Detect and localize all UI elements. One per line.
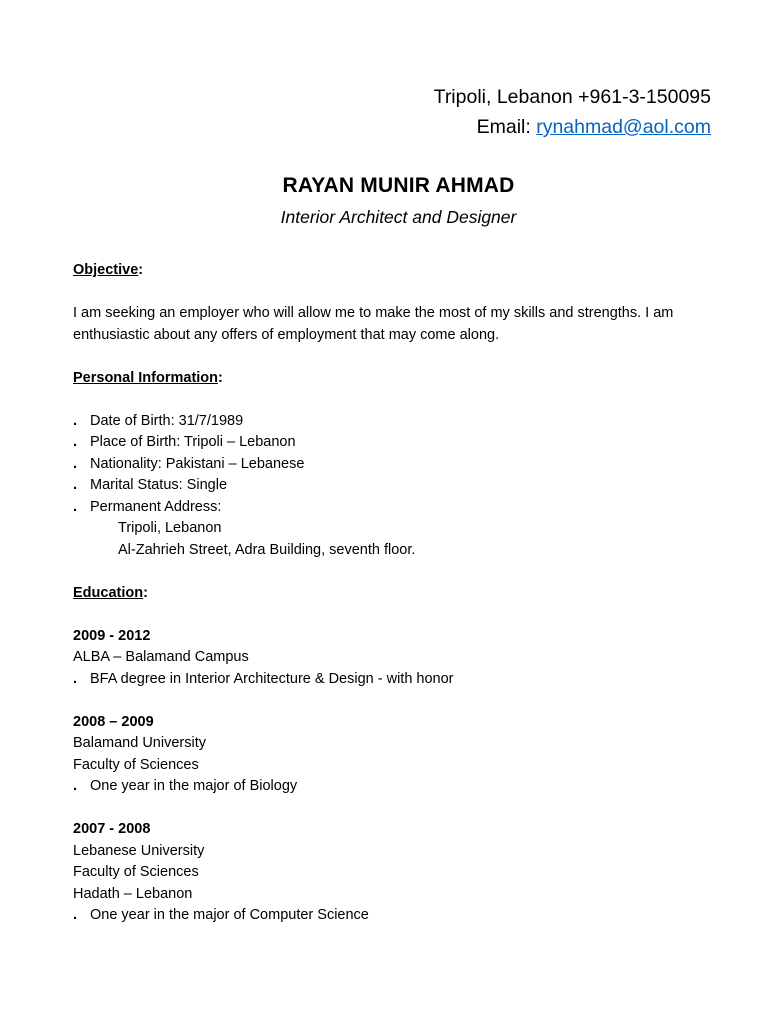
list-item: . Permanent Address: bbox=[73, 498, 222, 515]
institution-line: Faculty of Sciences bbox=[73, 864, 199, 880]
education-entry bbox=[73, 819, 723, 927]
address-line: Al-Zahrieh Street, Adra Building, seventh floor. bbox=[118, 541, 416, 558]
resume-body bbox=[73, 260, 723, 927]
institution-line: Faculty of Sciences bbox=[73, 756, 199, 773]
candidate-title: Interior Architect and Designer bbox=[280, 207, 517, 227]
address-line: Tripoli, Lebanon bbox=[118, 520, 222, 536]
education-years: 2008 – 2009 bbox=[73, 713, 154, 730]
education-entry bbox=[73, 626, 723, 691]
email-line bbox=[434, 112, 711, 142]
contact-block bbox=[434, 82, 711, 142]
email-link[interactable]: rynahmad@aol.com bbox=[536, 116, 711, 138]
email-label: Email: bbox=[476, 116, 537, 138]
objective-text: I am seeking an employer who will allow me to make the most of my skills and strengths. I am enthusiastic about any offers of employment that may come along. bbox=[73, 305, 674, 343]
list-item: . Nationality: Pakistani – Lebanese bbox=[73, 455, 305, 472]
education-heading: Education: bbox=[73, 584, 148, 601]
location-phone: Tripoli, Lebanon +961-3-150095 bbox=[433, 86, 711, 108]
list-item: . One year in the major of Computer Science bbox=[73, 907, 369, 923]
list-item: . Date of Birth: 31/7/1989 bbox=[73, 412, 244, 429]
institution-line: Hadath – Lebanon bbox=[73, 885, 193, 902]
candidate-name: RAYAN MUNIR AHMAD bbox=[282, 174, 515, 197]
personal-info-list bbox=[73, 411, 723, 519]
education-entry bbox=[73, 712, 723, 798]
institution-line: Lebanese University bbox=[73, 842, 205, 859]
institution-line: Balamand University bbox=[73, 735, 206, 751]
institution-line: ALBA – Balamand Campus bbox=[73, 649, 249, 665]
personal-info-heading: Personal Information: bbox=[73, 369, 223, 386]
education-years: 2009 - 2012 bbox=[73, 627, 151, 644]
objective-heading: Objective: bbox=[73, 262, 144, 278]
list-item: . One year in the major of Biology bbox=[73, 778, 298, 794]
list-item: . Place of Birth: Tripoli – Lebanon bbox=[73, 434, 296, 450]
education-years: 2007 - 2008 bbox=[73, 821, 151, 837]
list-item: . Marital Status: Single bbox=[73, 477, 228, 493]
list-item: . BFA degree in Interior Architecture & Design - with honor bbox=[73, 670, 454, 687]
